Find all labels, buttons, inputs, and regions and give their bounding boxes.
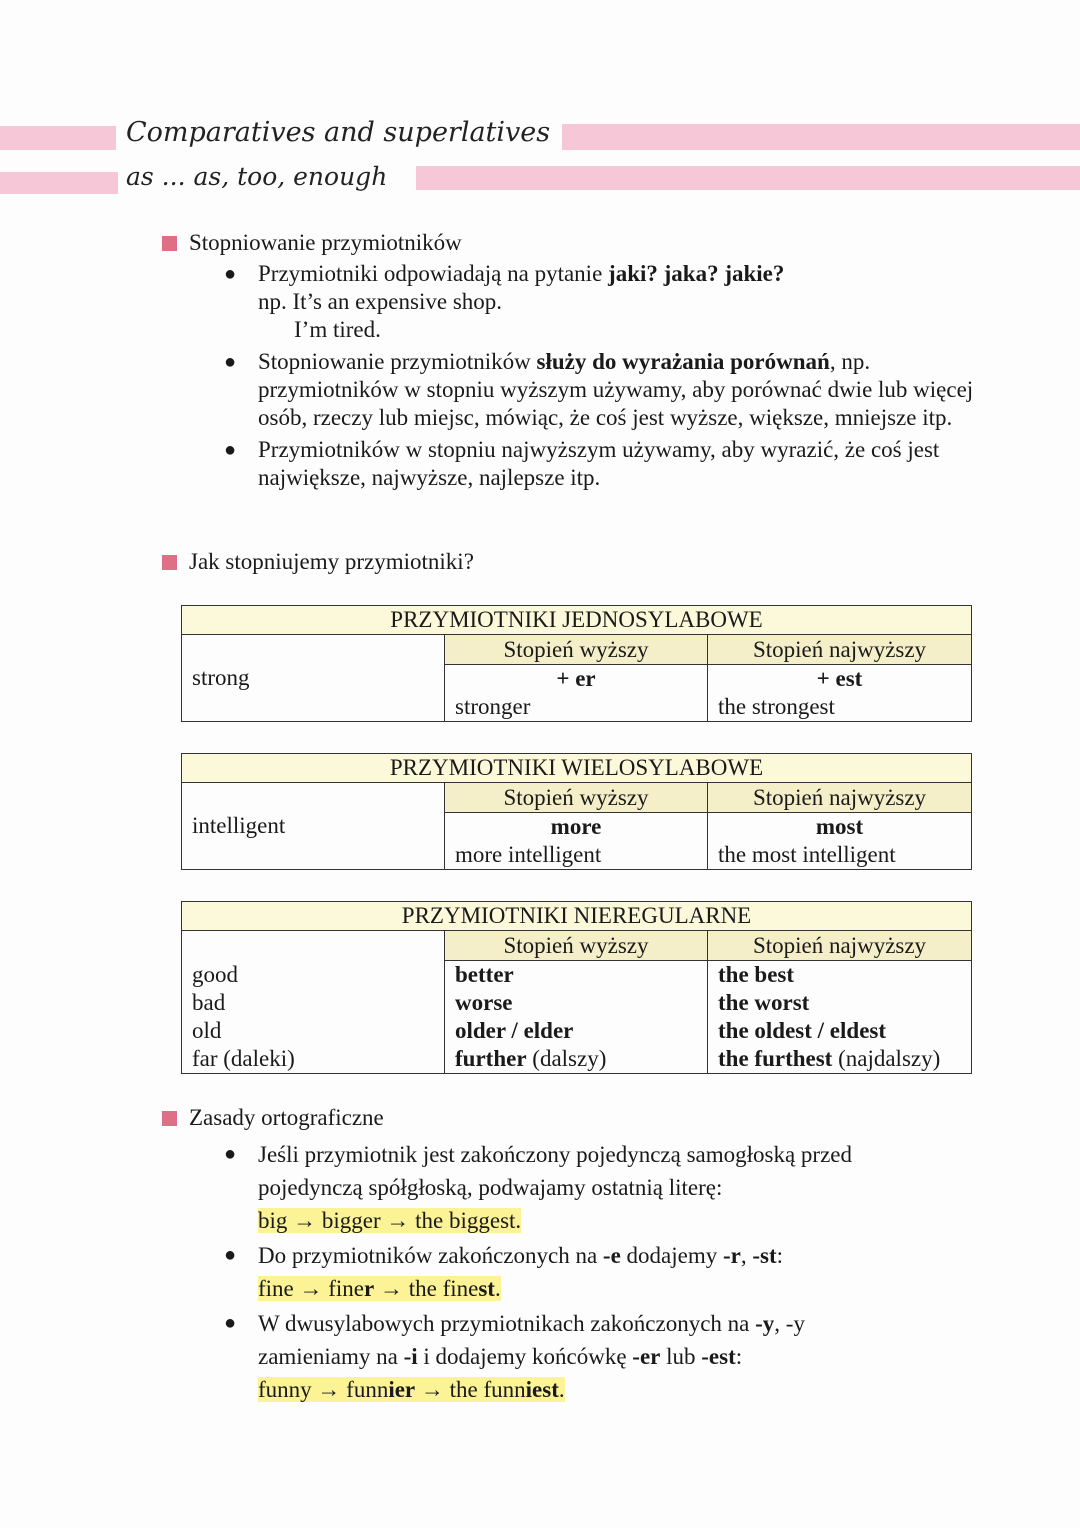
superlative-cell: + est the strongest	[708, 665, 972, 722]
bullet-dot-icon: ●	[224, 439, 237, 461]
section-heading-stopniowanie: Stopniowanie przymiotników	[162, 229, 462, 256]
bullet-dot-icon: ●	[224, 1312, 237, 1334]
table-wielosylabowe	[181, 753, 972, 870]
bullet-item: ● Do przymiotników zakończonych na -e dodajemy -r, -st: fine → finer → the finest.	[222, 1239, 922, 1305]
bullet-item: ● Jeśli przymiotnik jest zakończony pojedynczą samogłoską przed pojedynczą spółgłoską, podwajamy ostatnią literę: big → bigger → the biggest.	[222, 1138, 922, 1237]
title-highlight-right-2	[416, 166, 1080, 190]
column-header-superlative: Stopień najwyższy	[708, 931, 972, 961]
page-title: Comparatives and superlatives	[126, 117, 551, 148]
column-header-comparative: Stopień wyższy	[445, 783, 708, 813]
column-header-superlative: Stopień najwyższy	[708, 783, 972, 813]
column-header-comparative: Stopień wyższy	[445, 931, 708, 961]
bullet-list-stopniowanie	[222, 260, 982, 492]
bullet-dot-icon: ●	[224, 263, 237, 285]
example-highlight: funny → funnier → the funniest.	[258, 1377, 565, 1402]
table-header: PRZYMIOTNIKI NIEREGULARNE	[182, 902, 972, 931]
comparative-cell: better worse older / elder further (dalszy)	[445, 961, 708, 1074]
adjective-cell: strong	[182, 635, 445, 722]
bullet-item: ● Stopniowanie przymiotników służy do wyrażania porównań, np. przymiotników w stopniu wyższym używamy, aby porównać dwie lub więcej osób, rzeczy lub miejsc, mówiąc, że coś jest wyższe, większe, mniejsze itp.	[224, 349, 974, 430]
adjective-cell: good bad old far (daleki)	[182, 931, 445, 1074]
table-header: PRZYMIOTNIKI JEDNOSYLABOWE	[182, 606, 972, 635]
bullet-dot-icon: ●	[224, 1143, 237, 1165]
column-header-superlative: Stopień najwyższy	[708, 635, 972, 665]
page-subtitle: as ... as, too, enough	[126, 162, 388, 191]
superlative-cell: most the most intelligent	[708, 813, 972, 870]
comparative-cell: + er stronger	[445, 665, 708, 722]
superlative-cell: the best the worst the oldest / eldest the furthest (najdalszy)	[708, 961, 972, 1074]
square-bullet-icon	[162, 555, 177, 570]
table-nieregularne	[181, 901, 972, 1074]
example-highlight: big → bigger → the biggest.	[258, 1208, 522, 1233]
bullet-list-zasady	[222, 1138, 922, 1406]
section-heading-jak: Jak stopniujemy przymiotniki?	[162, 548, 474, 575]
bullet-dot-icon: ●	[224, 351, 237, 373]
section-heading-zasady: Zasady ortograficzne	[162, 1104, 384, 1131]
title-highlight-left-2	[0, 172, 118, 194]
table-header: PRZYMIOTNIKI WIELOSYLABOWE	[182, 754, 972, 783]
comparative-cell: more more intelligent	[445, 813, 708, 870]
title-highlight-left-1	[0, 126, 116, 150]
bullet-item: ● Przymiotników w stopniu najwyższym używamy, aby wyrazić, że coś jest największe, najwyższe, najlepsze itp.	[224, 437, 940, 490]
adjective-cell: intelligent	[182, 783, 445, 870]
square-bullet-icon	[162, 236, 177, 251]
column-header-comparative: Stopień wyższy	[445, 635, 708, 665]
table-jednosylabowe	[181, 605, 972, 722]
bullet-dot-icon: ●	[224, 1244, 237, 1266]
bullet-item: ● Przymiotniki odpowiadają na pytanie jaki? jaka? jakie? np. It’s an expensive shop. I’m tired.	[224, 261, 785, 342]
bullet-item: ● W dwusylabowych przymiotnikach zakończonych na -y, -y zamieniamy na -i i dodajemy końcówkę -er lub -est: funny → funnier → the funniest.	[222, 1307, 922, 1406]
example-highlight: fine → finer → the finest.	[258, 1276, 501, 1301]
square-bullet-icon	[162, 1111, 177, 1126]
title-highlight-right-1	[562, 124, 1080, 150]
